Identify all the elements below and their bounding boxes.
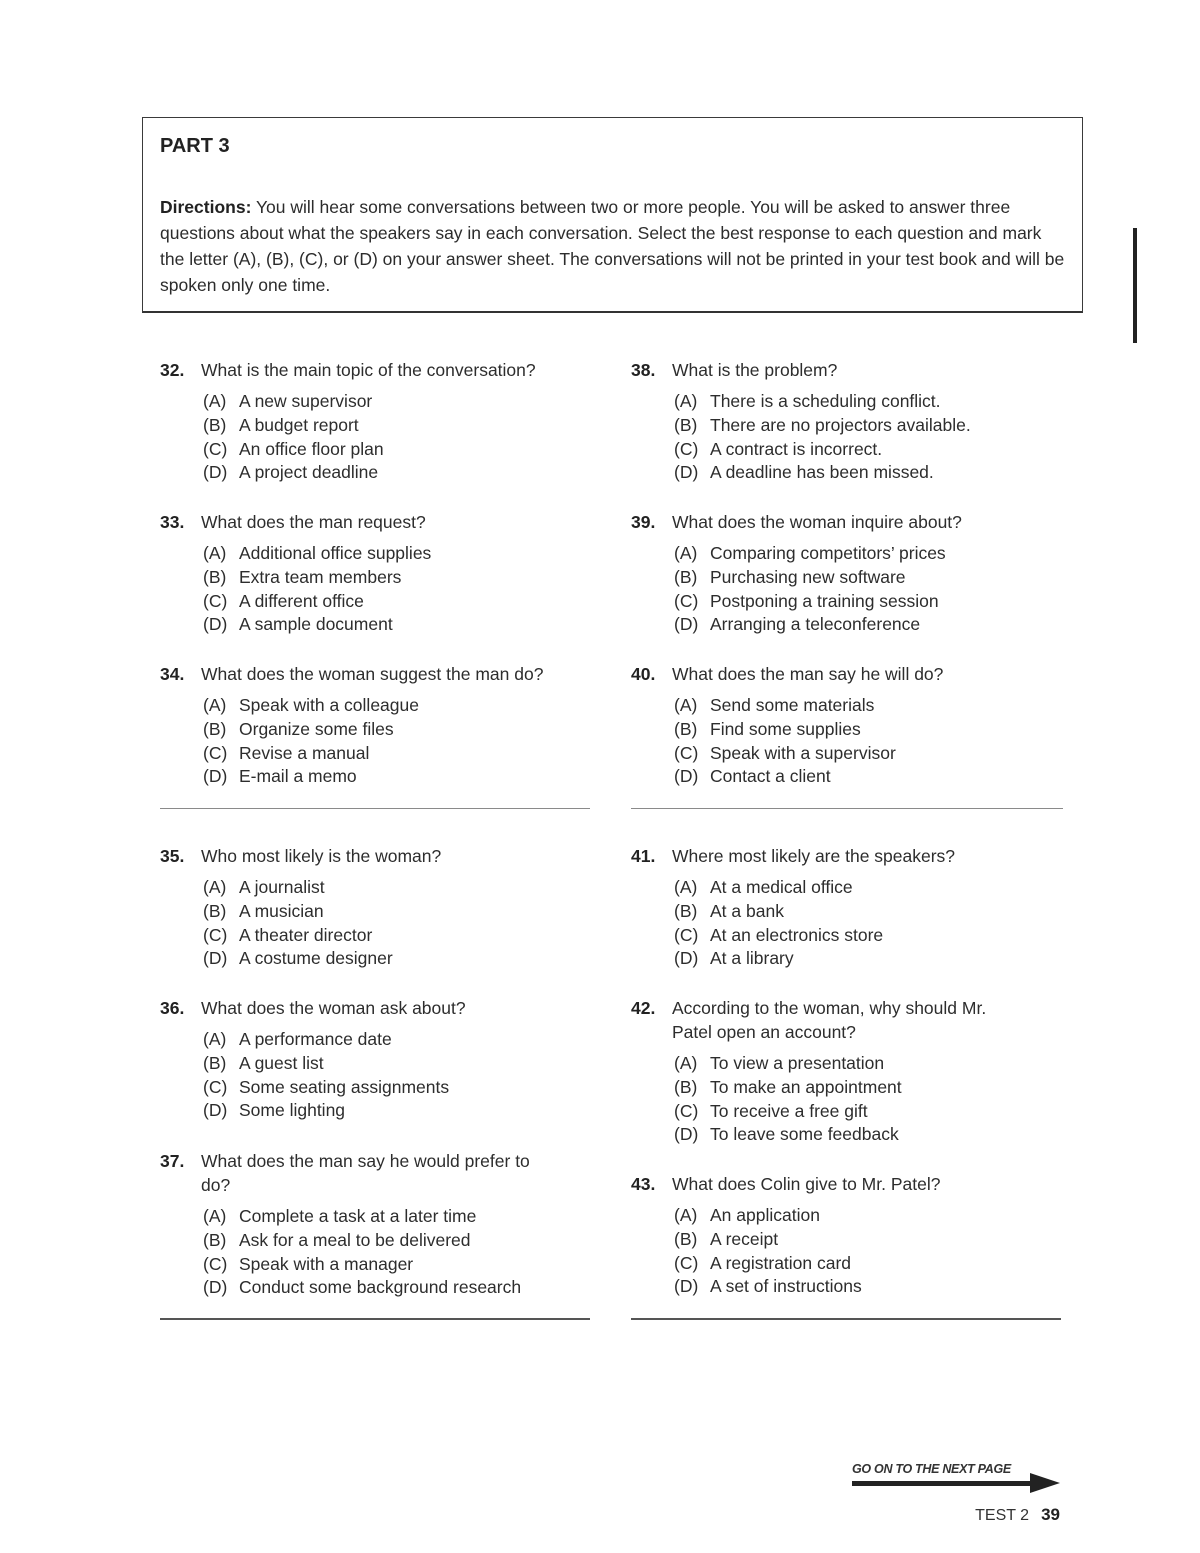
option-a: (A) A performance date: [203, 1029, 392, 1049]
question-number: 43.: [631, 1174, 656, 1194]
option-d: (D) A costume designer: [203, 948, 393, 969]
question-number: 39.: [631, 512, 656, 532]
question-33: [160, 510, 600, 637]
question-37: [160, 1149, 560, 1300]
option-c: (C) Postponing a training session: [674, 590, 939, 611]
directions-body: You will hear some conversations between two or more people. You will be asked to answer three questions about what the speakers say in each conversation. Select the best response to each question and mark the letter (A), (B), (C), or (D) on your answer sheet. The conversations will not be printed in your test book and will be spoken only one time.: [160, 197, 1065, 295]
question-text: What does the woman inquire about?: [672, 512, 962, 532]
option-a: (A) Comparing competitors’ prices: [674, 543, 946, 563]
option-d: (D) Some lighting: [203, 1100, 346, 1121]
option-b: (B) A budget report: [203, 414, 359, 435]
option-b: (B) A receipt: [674, 1228, 779, 1249]
directions-box: [142, 117, 1083, 313]
directions-text: [160, 194, 1070, 298]
option-d: (D) A sample document: [203, 614, 393, 635]
question-text: What does the man say he would prefer to do?: [201, 1151, 530, 1195]
question-40: [631, 662, 1071, 789]
option-d: (D) Contact a client: [674, 766, 831, 787]
question-32: [160, 358, 600, 485]
next-page-label: GO ON TO THE NEXT PAGE: [852, 1462, 1011, 1476]
option-c: (C) Speak with a supervisor: [674, 742, 896, 763]
option-c: (C) Some seating assignments: [203, 1076, 450, 1097]
question-number: 33.: [160, 512, 185, 532]
option-a: (A) Complete a task at a later time: [203, 1206, 477, 1226]
question-text: What is the problem?: [672, 360, 838, 380]
option-b: (B) Organize some files: [203, 718, 394, 739]
section-divider: [160, 808, 590, 809]
option-c: (C) An office floor plan: [203, 438, 384, 459]
option-b: (B) There are no projectors available.: [674, 414, 971, 435]
question-34: [160, 662, 600, 789]
arrow-bar: [852, 1481, 1032, 1486]
option-c: (C) A contract is incorrect.: [674, 438, 883, 459]
question-number: 35.: [160, 846, 185, 866]
option-a: (A) Speak with a colleague: [203, 695, 419, 715]
option-a: (A) Send some materials: [674, 695, 875, 715]
option-a: (A) A journalist: [203, 877, 325, 897]
option-c: (C) Speak with a manager: [203, 1253, 414, 1274]
page-number: 39: [1041, 1505, 1060, 1524]
option-d: (D) To leave some feedback: [674, 1124, 899, 1145]
option-a: (A) At a medical office: [674, 877, 853, 897]
question-number: 41.: [631, 846, 656, 866]
question-text: What does the woman suggest the man do?: [201, 664, 544, 684]
question-text: What does the woman ask about?: [201, 998, 466, 1018]
directions-label: Directions:: [160, 197, 252, 217]
option-b: (B) Ask for a meal to be delivered: [203, 1229, 471, 1250]
option-c: (C) Revise a manual: [203, 742, 370, 763]
option-b: (B) A guest list: [203, 1052, 324, 1073]
option-b: (B) At a bank: [674, 900, 784, 921]
section-divider: [631, 1318, 1061, 1320]
option-a: (A) There is a scheduling conflict.: [674, 391, 941, 411]
option-a: (A) To view a presentation: [674, 1053, 885, 1073]
section-divider: [631, 808, 1063, 809]
question-number: 37.: [160, 1151, 185, 1171]
option-b: (B) Extra team members: [203, 566, 402, 587]
option-d: (D) Conduct some background research: [203, 1277, 522, 1298]
option-b: (B) Purchasing new software: [674, 566, 906, 587]
option-d: (D) E-mail a memo: [203, 766, 357, 787]
part-title: PART 3: [160, 135, 230, 157]
margin-mark: [1133, 228, 1137, 343]
option-d: (D) A deadline has been missed.: [674, 462, 934, 483]
question-41: [631, 844, 1071, 971]
option-c: (C) A registration card: [674, 1252, 852, 1273]
question-number: 42.: [631, 998, 656, 1018]
question-text: What is the main topic of the conversation?: [201, 360, 536, 380]
option-a: (A) A new supervisor: [203, 391, 373, 411]
option-c: (C) To receive a free gift: [674, 1100, 868, 1121]
question-text: According to the woman, why should Mr. Patel open an account?: [672, 998, 987, 1042]
question-number: 36.: [160, 998, 185, 1018]
question-number: 38.: [631, 360, 656, 380]
question-text: Who most likely is the woman?: [201, 846, 442, 866]
question-number: 34.: [160, 664, 185, 684]
question-42: [631, 996, 1011, 1147]
option-c: (C) At an electronics store: [674, 924, 884, 945]
question-text: What does the man request?: [201, 512, 426, 532]
option-d: (D) Arranging a teleconference: [674, 614, 921, 635]
option-c: (C) A theater director: [203, 924, 373, 945]
question-43: [631, 1172, 1071, 1299]
next-page-indicator: [852, 1462, 1062, 1494]
section-divider: [160, 1318, 590, 1320]
test-label: TEST 2: [975, 1507, 1030, 1524]
question-38: [631, 358, 1071, 485]
option-a: (A) An application: [674, 1205, 820, 1225]
option-b: (B) A musician: [203, 900, 324, 921]
question-35: [160, 844, 600, 971]
option-d: (D) At a library: [674, 948, 794, 969]
question-39: [631, 510, 1071, 637]
arrow-right-icon: [1030, 1473, 1060, 1493]
option-d: (D) A set of instructions: [674, 1276, 862, 1297]
question-number: 40.: [631, 664, 656, 684]
option-c: (C) A different office: [203, 590, 364, 611]
question-text: Where most likely are the speakers?: [672, 846, 956, 866]
question-text: What does the man say he will do?: [672, 664, 944, 684]
page-footer: [975, 1505, 1060, 1525]
question-36: [160, 996, 600, 1123]
option-d: (D) A project deadline: [203, 462, 379, 483]
question-number: 32.: [160, 360, 185, 380]
option-a: (A) Additional office supplies: [203, 543, 432, 563]
option-b: (B) Find some supplies: [674, 718, 861, 739]
question-text: What does Colin give to Mr. Patel?: [672, 1174, 941, 1194]
option-b: (B) To make an appointment: [674, 1076, 902, 1097]
